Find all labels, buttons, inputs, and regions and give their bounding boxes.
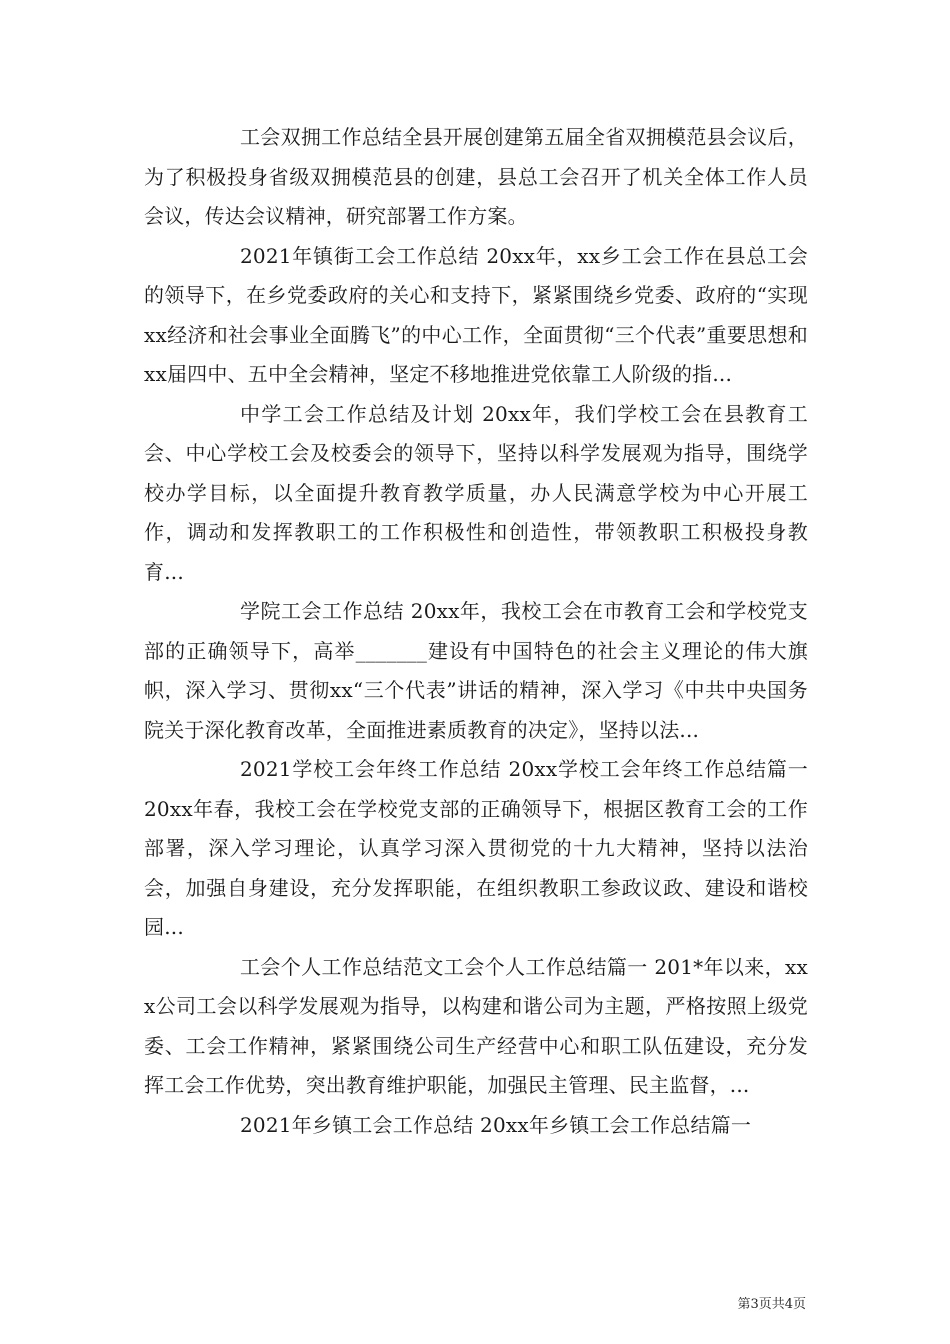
page-number: 第3页共4页 (737, 1297, 806, 1312)
paragraph-7: 2021年乡镇工会工作总结 20xx年乡镇工会工作总结篇一 (240, 1112, 752, 1137)
paragraph-5: 2021学校工会年终工作总结 20xx学校工会年终工作总结篇一 20xx年春，我校工会在学校党支部的正确领导下，根据区教育工会的工作部署，深入学习理论，认真学习深入贯彻党的十九大精神，坚持以法治会，加强自身建设，充分发挥职能，在组织教职工参政议政、建设和谐校园... (144, 757, 808, 939)
paragraph-3: 中学工会工作总结及计划 20xx年，我们学校工会在县教育工会、中心学校工会及校委会的领导下，坚持以科学发展观为指导，围绕学校办学目标，以全面提升教育教学质量，办人民满意学校为中心开展工作，调动和发挥教职工的工作积极性和创造性，带领教职工积极投身教育... (144, 401, 808, 584)
paragraph-1: 工会双拥工作总结全县开展创建第五届全省双拥模范县会议后，为了积极投身省级双拥模范县的创建，县总工会召开了机关全体工作人员会议，传达会议精神，研究部署工作方案。 (144, 125, 808, 228)
paragraph-4: 学院工会工作总结 20xx年，我校工会在市教育工会和学校党支部的正确领导下，高举_______建设有中国特色的社会主义理论的伟大旗帜，深入学习、贯彻xx“三个代表”讲话的精神，深入学习《中共中央国务院关于深化教育改革，全面推进素质教育的决定》，坚持以法... (144, 599, 808, 742)
paragraph-6: 工会个人工作总结范文工会个人工作总结篇一 201*年以来，xxx公司工会以科学发展观为指导，以构建和谐公司为主题，严格按照上级党委、工会工作精神，紧紧围绕公司生产经营中心和职工队伍建设，充分发挥工会工作优势，突出教育维护职能，加强民主管理、民主监督，... (144, 954, 808, 1097)
document-body (144, 118, 808, 1145)
paragraph-2: 2021年镇街工会工作总结 20xx年，xx乡工会工作在县总工会的领导下，在乡党委政府的关心和支持下，紧紧围绕乡党委、政府的“实现xx经济和社会事业全面腾飞”的中心工作，全面贯彻“三个代表”重要思想和xx届四中、五中全会精神，坚定不移地推进党依靠工人阶级的指... (144, 243, 808, 386)
